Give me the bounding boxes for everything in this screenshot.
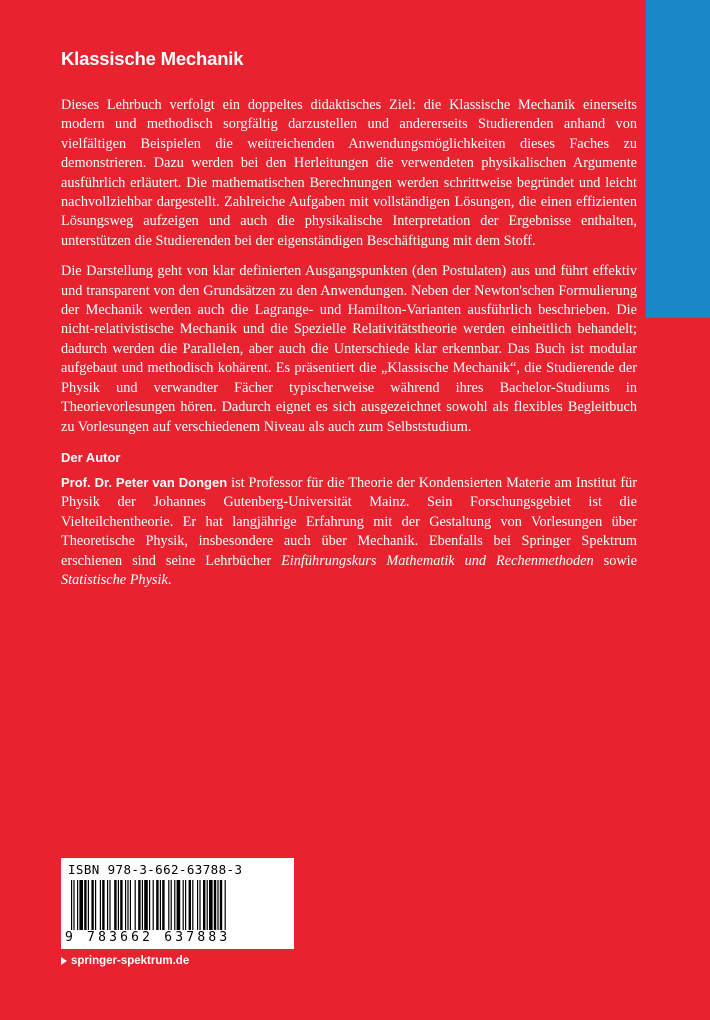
barcode-bar <box>149 880 150 936</box>
author-bio-end: . <box>167 571 172 588</box>
barcode-bar <box>88 880 89 936</box>
barcode-bar <box>79 880 83 936</box>
barcode-bar <box>107 880 108 936</box>
barcode-bar <box>138 880 140 936</box>
author-bio-text-1: ist Professor für die Theorie der Kondensierten Materie am Institut für Physik der Johannes Gutenberg-Universität Mainz. Sein Forschungsgebiet ist die Vielteilchentheorie. Er hat langjährige Erfahrung mit der Gestaltung von Vorlesungen über Theoretische Physik, insbesondere auch über Mechanik. Ebenfalls bei Springer Spektrum erschienen sind seine Lehrbücher <box>61 474 638 569</box>
publisher-link[interactable] <box>61 955 189 967</box>
barcode-bar <box>109 880 110 936</box>
barcode-bar <box>220 880 222 936</box>
author-bio <box>61 473 637 590</box>
barcode-bar <box>71 880 72 936</box>
barcode-bar <box>207 880 208 936</box>
barcode-bar <box>171 880 172 936</box>
author-book-2: Statistische Physik <box>61 571 168 588</box>
barcode-bar <box>162 880 164 936</box>
barcode-bar <box>130 880 131 936</box>
arrow-right-icon <box>61 957 67 965</box>
publisher-url: springer-spektrum.de <box>71 955 190 967</box>
barcode-bar <box>73 880 74 936</box>
barcode-bar <box>225 880 226 936</box>
back-cover-text <box>61 46 637 601</box>
description-paragraph-1: Dieses Lehrbuch verfolgt ein doppeltes didaktisches Ziel: die Klassische Mechanik einerseits modern und methodisch sorgfältig darzustellen und andererseits Studierenden anhand von vielfältigen Beispielen die weitreichenden Anwendungsmöglichkeiten dieses Faches zu demonstrieren. Dazu werden bei den Herleitungen die verwendeten physikalischen Argumente ausführlich erläutert. Die mathematischen Berechnungen werden schrittweise begründet und leicht nachvollziehbar dargestellt. Zahlreiche Aufgaben mit vollständigen Lösungen, die einen effizienten Lösungsweg aufzeigen und auch die physikalische Interpretation der Ergebnisse enthalten, unterstützen die Studierenden bei der eigenständigen Beschäftigung mit dem Stoff. <box>61 97 637 249</box>
isbn-barcode <box>61 858 294 949</box>
author-book-1: Einführungskurs Mathematik und Rechenmethoden <box>281 552 594 569</box>
author-heading: Der Autor <box>61 449 121 465</box>
description-paragraph-2: Die Darstellung geht von klar definierten Ausgangspunkten (den Postulaten) aus und führt effektiv und transparent von den Grundsätzen zu den Anwendungen. Neben der Newton'schen Formulierung der Mechanik werden auch die Lagrange- und Hamilton-Varianten ausführlich beschrieben. Die nicht-relativistische Mechanik und die Spezielle Relativitätstheorie werden einheitlich behandelt; dadurch werden die Parallelen, aber auch die Unterschiede klar erkennbar. Das Buch ist modular aufgebaut und methodisch kohärent. Es präsentiert die „Klassische Mechanik“, die Studierende der Physik und verwandter Fächer typischerweise während ihres Bachelor-Studiums in Theorievorlesungen hören. Dadurch eignet es sich ausgezeichnet sowohl als flexibles Begleitbuch zu Vorlesungen auf verschiedenem Niveau als auch zum Selbststudium. <box>61 263 637 435</box>
barcode-bar <box>144 880 148 936</box>
isbn-label: ISBN 978-3-662-63788-3 <box>68 862 243 877</box>
barcode-bar <box>214 880 216 936</box>
barcode-bar <box>91 880 93 936</box>
barcode-bar <box>127 880 128 936</box>
barcode-bar <box>183 880 184 936</box>
barcode-bar <box>203 880 205 936</box>
barcode-bar <box>192 880 193 936</box>
barcode-bar <box>168 880 169 936</box>
barcode-bar <box>160 880 161 936</box>
barcode-bar <box>135 880 136 936</box>
barcode-bar <box>174 880 175 936</box>
barcode-bar <box>114 880 116 936</box>
barcode-bar <box>84 880 86 936</box>
barcode-bar <box>100 880 101 936</box>
barcode-bar <box>153 880 154 936</box>
accent-strip <box>646 0 710 318</box>
barcode-bar <box>77 880 78 936</box>
barcode-bar <box>142 880 143 936</box>
barcode-bar <box>217 880 218 936</box>
barcode-bar <box>120 880 122 936</box>
barcode-bar <box>199 880 200 936</box>
barcode-bar <box>125 880 126 936</box>
barcode-bar <box>197 880 198 936</box>
barcode-bar <box>209 880 213 936</box>
barcode-bar <box>102 880 104 936</box>
barcode-bar <box>95 880 96 936</box>
book-title: Klassische Mechanik <box>61 48 244 69</box>
barcode-bar <box>189 880 191 936</box>
author-bio-text-2: sowie <box>593 552 637 569</box>
barcode-bar <box>156 880 158 936</box>
barcode-bar <box>118 880 119 936</box>
author-name: Prof. Dr. Peter van Dongen <box>61 474 228 490</box>
barcode-bar <box>185 880 186 936</box>
barcode-digits: 9 783662 637883 <box>65 930 290 945</box>
barcode-bar <box>177 880 181 936</box>
barcode-bars <box>71 880 283 936</box>
